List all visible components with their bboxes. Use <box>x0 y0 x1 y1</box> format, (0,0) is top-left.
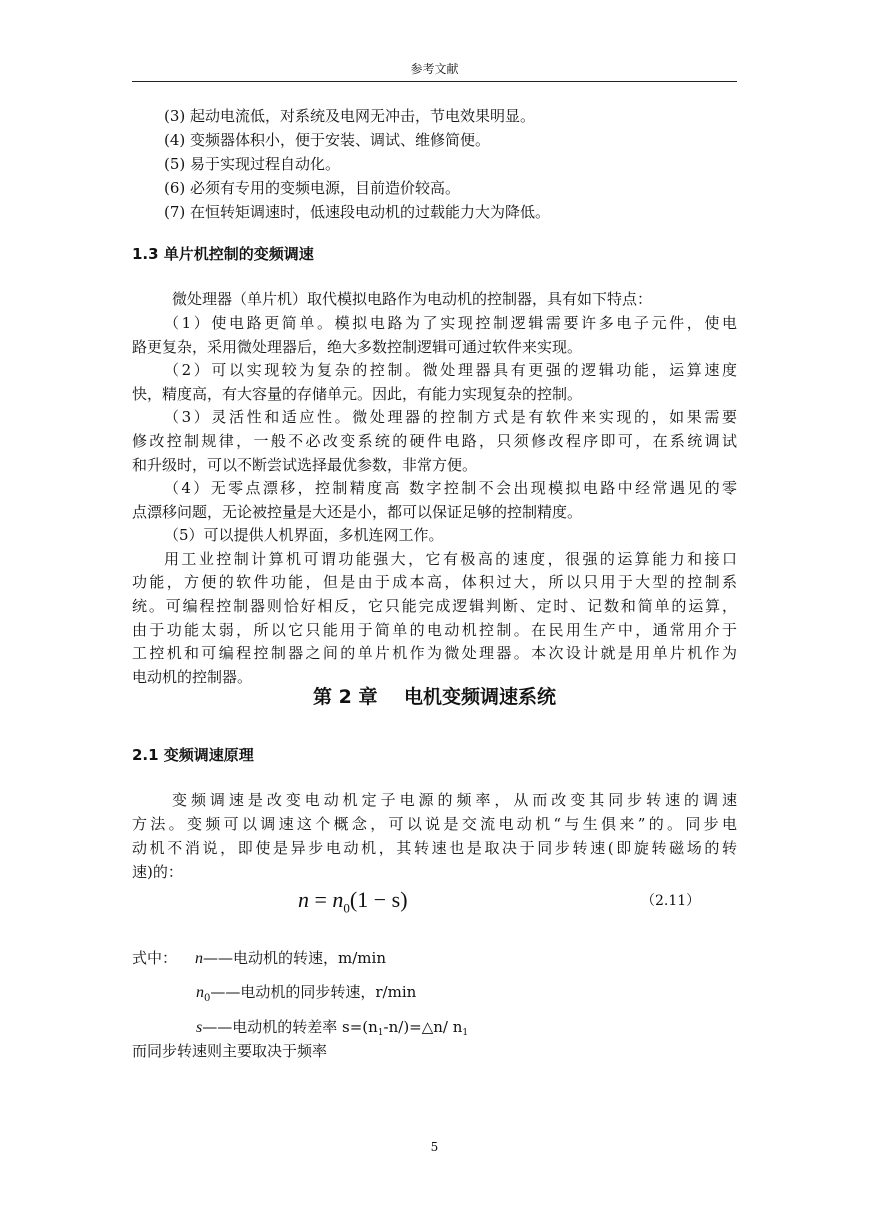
definition-n <box>132 946 386 971</box>
symbol-n0-subscript: 0 <box>204 993 211 1004</box>
paragraph-line: 路更复杂，采用微处理器后，绝大多数控制逻辑可通过软件来实现。 <box>132 338 583 356</box>
list-item: (5) 易于实现过程自动化。 <box>164 155 341 173</box>
paragraph-line: 由于功能太弱，所以它只能用于简单的电动机控制。在民用生产中，通常用介于 <box>132 621 737 639</box>
paragraph-line: 点漂移问题，无论被控量是大还是小，都可以保证足够的控制精度。 <box>132 503 583 521</box>
paragraph-line: 和升级时，可以不断尝试选择最优参数，非常方便。 <box>132 456 478 474</box>
list-item: (6) 必须有专用的变频电源，目前造价较高。 <box>164 179 461 197</box>
closing-line: 而同步转速则主要取决于频率 <box>132 1042 328 1060</box>
paragraph-line: （5）可以提供人机界面，多机连网工作。 <box>164 526 444 544</box>
header-divider <box>132 81 737 82</box>
paragraph-line: 功能，方便的软件功能，但是由于成本高，体积过大，所以只用于大型的控制系 <box>132 573 737 591</box>
page-number: 5 <box>430 1140 439 1154</box>
symbol-n: n <box>195 950 204 967</box>
definition-n0 <box>196 980 416 1011</box>
running-header: 参考文献 <box>410 62 459 76</box>
paragraph-line: 快，精度高，有大容量的存储单元。因此，有能力实现复杂的控制。 <box>132 385 583 403</box>
paragraph-line: 动机不消说，即使是异步电动机，其转速也是取决于同步转速(即旋转磁场的转 <box>132 839 737 857</box>
equation-number: （2.11） <box>641 893 701 909</box>
symbol-s: s <box>196 1019 203 1036</box>
list-item: (3) 起动电流低，对系统及电网无冲击，节电效果明显。 <box>164 107 536 125</box>
section-heading-1-3: 1.3 单片机控制的变频调速 <box>132 245 314 263</box>
paragraph-intro: 微处理器（单片机）取代模拟电路作为电动机的控制器，具有如下特点： <box>172 290 653 308</box>
symbol-n0: n <box>196 984 204 1001</box>
paragraph-line: 速)的： <box>132 863 183 881</box>
paragraph-line: 修改控制规律，一般不必改变系统的硬件电路，只须修改程序即可，在系统调试 <box>132 432 737 450</box>
paragraph-line: 电动机的控制器。 <box>132 668 253 686</box>
definition-s-sub2: 1 <box>462 1028 469 1038</box>
definition-n-text: ——电动机的转速，m/min <box>203 949 386 967</box>
list-item: (4) 变频器体积小，便于安装、调试、维修简便。 <box>164 131 491 149</box>
definition-s-sub1: 1 <box>377 1028 384 1038</box>
paragraph-line: （1）使电路更简单。模拟电路为了实现控制逻辑需要许多电子元件，使电 <box>164 314 737 332</box>
paragraph-line: （4）无零点漂移，控制精度高 数字控制不会出现模拟电路中经常遇见的零 <box>164 479 737 497</box>
formula-synchronous-speed <box>298 885 408 923</box>
paragraph-line: 方法。变频可以调速这个概念，可以说是交流电动机“与生俱来”的。同步电 <box>132 815 737 833</box>
formula-lhs: n <box>298 887 309 912</box>
definition-n0-text: ——电动机的同步转速，r/min <box>210 983 417 1001</box>
list-item: (7) 在恒转矩调速时，低速段电动机的过载能力大为降低。 <box>164 203 551 221</box>
formula-n0-subscript: 0 <box>343 900 350 916</box>
formula-equals: = <box>309 887 333 912</box>
where-label: 式中： <box>132 949 178 967</box>
definition-s-text: ——电动机的转差率 s=(n <box>202 1018 378 1036</box>
formula-rhs: (1 − s) <box>349 887 408 912</box>
paragraph-line: 统。可编程控制器则恰好相反，它只能完成逻辑判断、定时、记数和简单的运算， <box>132 597 737 615</box>
paragraph-line: （3）灵活性和适应性。微处理器的控制方式是有软件来实现的，如果需要 <box>164 408 737 426</box>
paragraph-line: 变频调速是改变电动机定子电源的频率，从而改变其同步转速的调速 <box>172 791 737 809</box>
paragraph-line: （2）可以实现较为复杂的控制。微处理器具有更强的逻辑功能，运算速度 <box>164 361 737 379</box>
formula-n0: n <box>332 887 344 912</box>
chapter-title: 第 2 章 电机变频调速系统 <box>313 686 556 708</box>
definition-s-mid: -n/)=△n/ n <box>383 1018 463 1036</box>
paragraph-line: 用工业控制计算机可谓功能强大，它有极高的速度，很强的运算能力和接口 <box>164 550 737 568</box>
paragraph-line: 工控机和可编程控制器之间的单片机作为微处理器。本次设计就是用单片机作为 <box>132 644 737 662</box>
section-heading-2-1: 2.1 变频调速原理 <box>132 746 254 764</box>
